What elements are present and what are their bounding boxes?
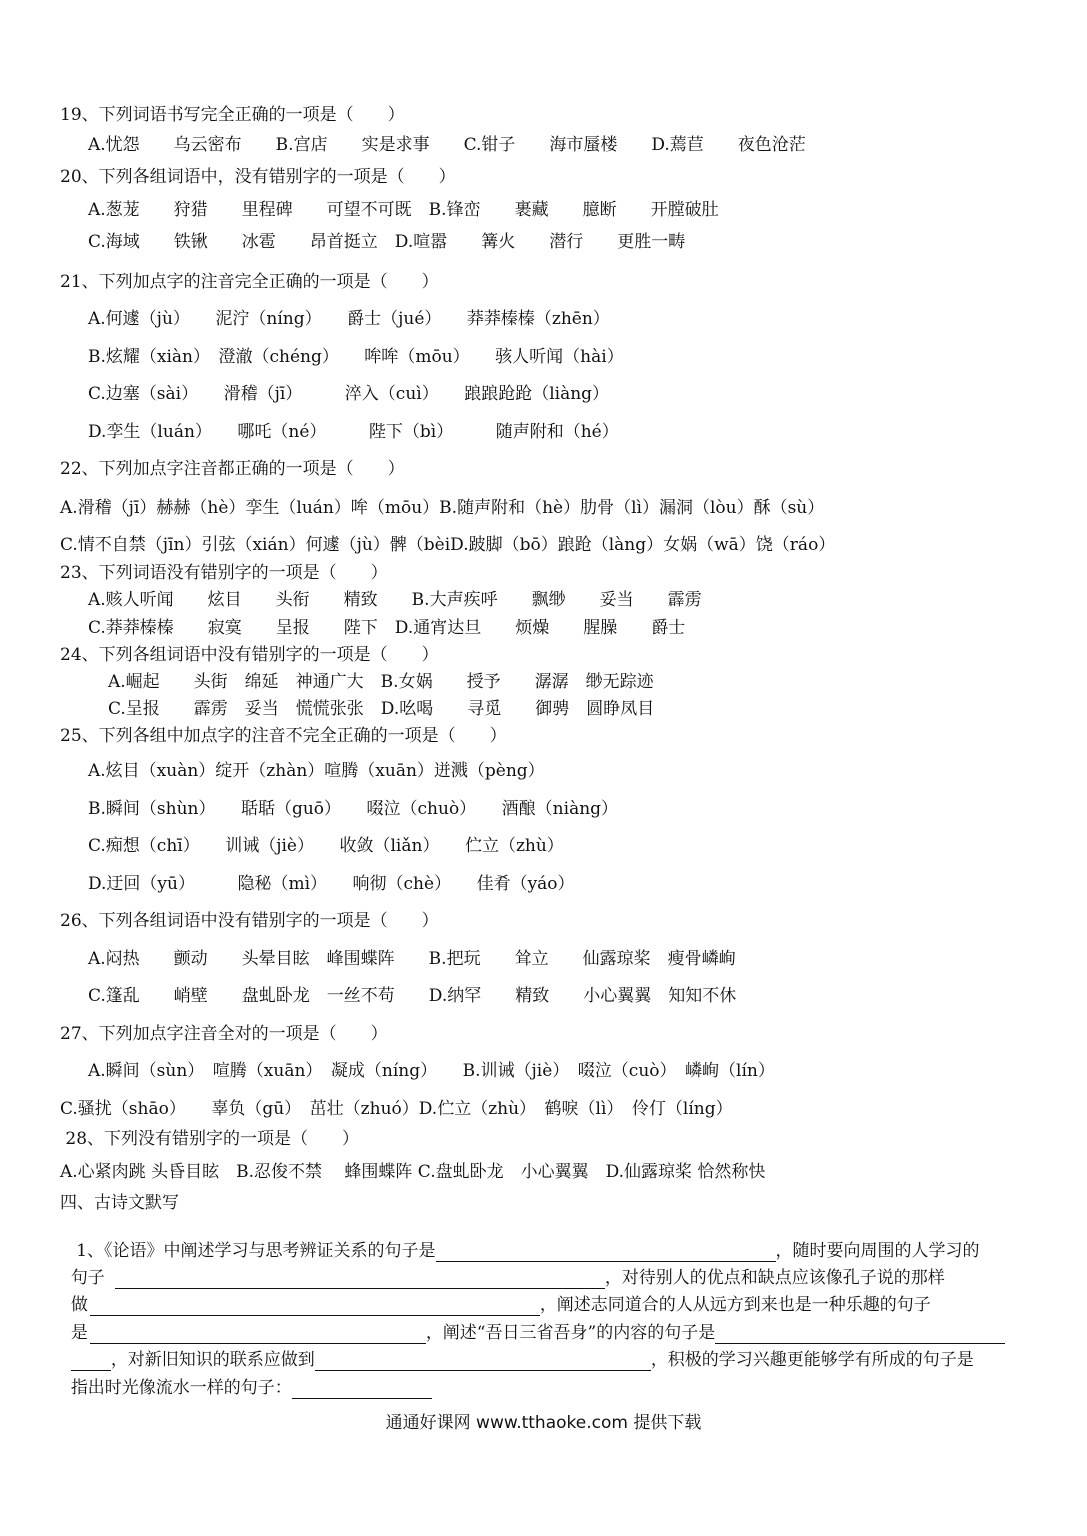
q21-option-c: C.边塞（sài） 滑稽（jī） 淬入（cuì） 踉踉跄跄（liàng） — [88, 384, 610, 404]
q19-options: A.忧怨 乌云密布 B.宫店 实是求事 C.钳子 海市蜃楼 D.蔫苣 夜色沧茫 — [88, 135, 806, 155]
q25-stem: 25、下列各组中加点字的注音不完全正确的一项是（ ） — [60, 726, 507, 746]
fill-row-1 — [60, 1218, 980, 1261]
fill-row-2 — [60, 1245, 945, 1288]
fill-text: 句子 — [70, 1268, 105, 1288]
q26-options-cd: C.篷乱 峭壁 盘虬卧龙 一丝不苟 D.纳罕 精致 小心翼翼 知知不休 — [88, 986, 737, 1006]
fill-text: ，阐述志同道合的人从远方到来也是一种乐趣的句子 — [539, 1295, 931, 1315]
fill-text: ，对待别人的优点和缺点应该像孔子说的那样 — [604, 1268, 945, 1288]
q24-options-cd: C.呈报 霹雳 妥当 慌慌张张 D.吆喝 寻觅 御骋 圆睁凤目 — [108, 699, 655, 719]
fill-row-4 — [60, 1300, 1005, 1343]
q21-option-d: D.孪生（luán） 哪吒（né） 陛下（bì） 随声附和（hé） — [88, 422, 619, 442]
fill-row-5 — [60, 1327, 974, 1370]
q22-options-cd: C.情不自禁（jīn）引弦（xián）何遽（jù）髀（bèiD.跛脚（bō）踉跄（làng）女娲（wā）饶（ráo） — [60, 535, 836, 555]
fill-text: ，阐述“吾日三省吾身”的内容的句子是 — [425, 1323, 716, 1343]
answer-blank[interactable] — [292, 1380, 432, 1399]
fill-text: 指出时光像流水一样的句子： — [70, 1378, 292, 1398]
q27-stem: 27、下列加点字注音全对的一项是（ ） — [60, 1024, 388, 1044]
q20-stem: 20、下列各组词语中，没有错别字的一项是（ ） — [60, 167, 456, 187]
q20-options-cd: C.海域 铁锹 冰雹 昂首挺立 D.喧嚣 篝火 潜行 更胜一畴 — [88, 232, 686, 252]
q27-options-ab: A.瞬间（sùn） 喧腾（xuān） 凝成（níng） B.训诫（jiè） 啜泣（cuò） 嶙峋（lín） — [88, 1061, 775, 1081]
q23-stem: 23、下列词语没有错别字的一项是（ ） — [60, 563, 388, 583]
q22-stem: 22、下列加点字注音都正确的一项是（ ） — [60, 459, 405, 479]
q21-option-b: B.炫耀（xiàn） 澄澈（chéng） 哞哞（mōu） 骇人听闻（hài） — [88, 347, 624, 367]
q25-option-b: B.瞬间（shùn） 聒聒（guō） 啜泣（chuò） 酒酿（niàng） — [88, 799, 619, 819]
page-footer: 通通好课网 www.tthaoke.com 提供下载 — [385, 1413, 702, 1433]
q23-options-cd: C.莽莽榛榛 寂寞 呈报 陛下 D.通宵达旦 烦燥 腥臊 爵士 — [88, 618, 686, 638]
q27-options-cd: C.骚扰（shāo） 辜负（gū） 茁壮（zhuó）D.伫立（zhù） 鹤唳（lì） 伶仃（líng） — [60, 1099, 733, 1119]
fill-text: 做 — [70, 1295, 88, 1315]
q25-option-d: D.迂回（yū） 隐秘（mì） 响彻（chè） 佳肴（yáo） — [88, 874, 575, 894]
q24-options-ab: A.崛起 头街 绵延 神通广大 B.女娲 授予 潺潺 缈无踪迹 — [108, 672, 654, 692]
q28-stem: 28、下列没有错别字的一项是（ ） — [60, 1129, 360, 1149]
q24-stem: 24、下列各组词语中没有错别字的一项是（ ） — [60, 645, 439, 665]
fill-text: ，积极的学习兴趣更能够学有所成的句子是 — [650, 1350, 974, 1370]
fill-text: 1、《论语》中阐述学习与思考辨证关系的句子是 — [70, 1241, 436, 1261]
q28-options: A.心紧肉跳 头昏目眩 B.忍俊不禁 蜂围蝶阵 C.盘虬卧龙 小心翼翼 D.仙露琼桨 恰然称快 — [60, 1162, 766, 1182]
fill-text: 是 — [70, 1323, 88, 1343]
q20-options-ab: A.葱茏 狩猎 里程碑 可望不可既 B.锋峦 裹藏 臆断 开膛破肚 — [88, 200, 719, 220]
q26-options-ab: A.闷热 颤动 头晕目眩 峰围蝶阵 B.把玩 耸立 仙露琼桨 瘦骨嶙峋 — [88, 949, 736, 969]
q25-option-c: C.痴想（chī） 训诫（jiè） 收敛（liǎn） 伫立（zhù） — [88, 836, 564, 856]
q19-stem: 19、下列词语书写完全正确的一项是（ ） — [60, 105, 405, 125]
section-title: 四、古诗文默写 — [60, 1193, 179, 1213]
q23-options-ab: A.赅人听闻 炫目 头衔 精致 B.大声疾呼 飘缈 妥当 霹雳 — [88, 590, 702, 610]
fill-text: ，对新旧知识的联系应做到 — [110, 1350, 315, 1370]
fill-text: ，随时要向周围的人学习的 — [775, 1241, 980, 1261]
q25-option-a: A.炫目（xuàn）绽开（zhàn）喧腾（xuān）迸溅（pèng） — [88, 761, 545, 781]
q21-stem: 21、下列加点字的注音完全正确的一项是（ ） — [60, 272, 439, 292]
q22-options-ab: A.滑稽（jī）赫赫（hè）孪生（luán）哞（mōu）B.随声附和（hè）肋骨（lì）漏洞（lòu）酥（sù） — [60, 498, 825, 518]
q21-option-a: A.何遽（jù） 泥泞（níng） 爵士（jué） 莽莽榛榛（zhēn） — [88, 309, 610, 329]
fill-row-6 — [60, 1355, 432, 1398]
fill-row-3 — [60, 1272, 931, 1315]
q26-stem: 26、下列各组词语中没有错别字的一项是（ ） — [60, 911, 439, 931]
